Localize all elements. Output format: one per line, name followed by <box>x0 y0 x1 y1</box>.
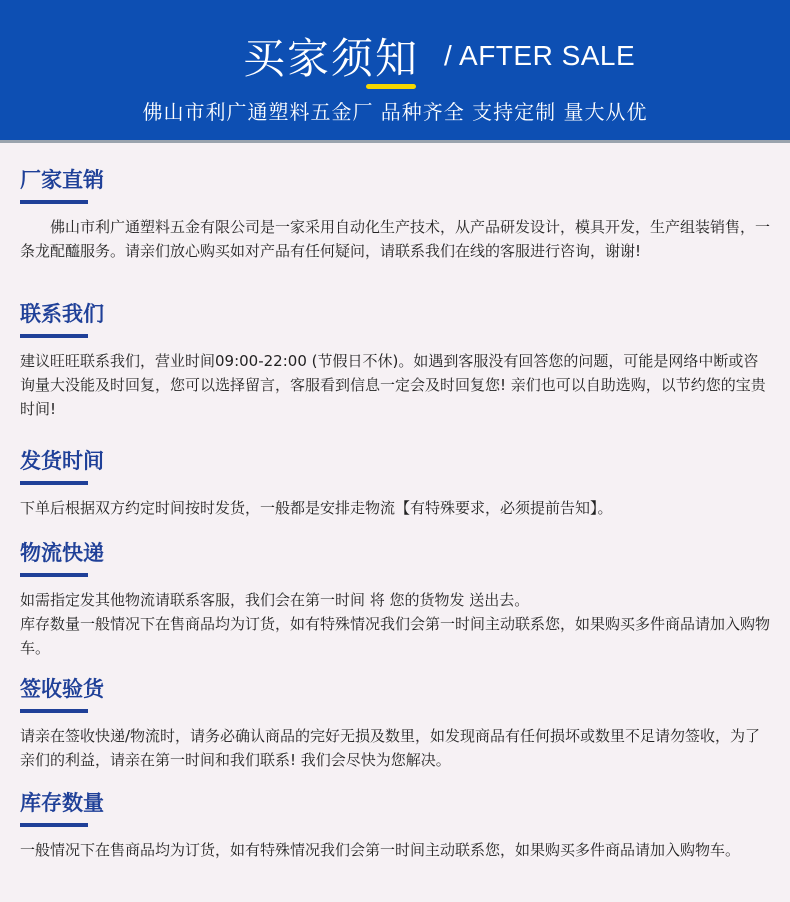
section-body <box>20 215 772 263</box>
section-paragraph: 下单后根据双方约定时间按时发货，一般都是安排走物流【有特殊要求，必须提前告知】。 <box>20 499 613 517</box>
section-title: 物流快递 <box>20 541 104 565</box>
page-title: 买家须知 <box>243 34 420 83</box>
section-underline <box>20 334 88 338</box>
section-body <box>20 724 772 772</box>
section-underline <box>20 573 88 577</box>
section-paragraph: 建议旺旺联系我们，营业时间09:00-22:00 (节假日不休)。如遇到客服没有回答您的问题，可能是网络中断或咨询量大没能及时回复，您可以选择留言，客服看到信息一定会及时回复您! 亲们也可以自助选购，以节约您的宝贵时间! <box>20 352 766 418</box>
section-underline <box>20 200 88 204</box>
section-delivery-time <box>20 447 772 520</box>
section-paragraph: 库存数量一般情况下在售商品均为订货，如有特殊情况我们会第一时间主动联系您，如果购买多件商品请加入购物车。 <box>20 615 771 657</box>
section-body <box>20 838 772 862</box>
section-body <box>20 349 772 421</box>
section-contact-us <box>20 300 772 421</box>
section-body <box>20 496 772 520</box>
section-paragraph: 如需指定发其他物流请联系客服，我们会在第一时间 将 您的货物发 送出去。 <box>20 591 530 609</box>
section-factory-direct <box>20 166 772 263</box>
section-title: 签收验货 <box>20 677 104 701</box>
section-inventory <box>20 789 772 862</box>
section-paragraph: 佛山市利广通塑料五金有限公司是一家采用自动化生产技术，从产品研发设计，模具开发，生产组装销售，一条龙配醯服务。请亲们放心购买如对产品有任何疑问，请联系我们在线的客服进行咨询，谢谢! <box>20 218 771 260</box>
section-title: 厂家直销 <box>20 168 104 192</box>
section-paragraph: 一般情况下在售商品均为订货，如有特殊情况我们会第一时间主动联系您，如果购买多件商品请加入购物车。 <box>20 841 741 859</box>
section-body <box>20 588 772 660</box>
page-subtitle: 佛山市利广通塑料五金厂 品种齐全 支持定制 量大从优 <box>142 100 648 124</box>
section-underline <box>20 709 88 713</box>
section-paragraph: 请亲在签收快递/物流时，请务必确认商品的完好无损及数里，如发现商品有任何损坏或数里不足请勿签收，为了亲们的利益，请亲在第一时间和我们联系! 我们会尽快为您解决。 <box>20 727 761 769</box>
section-title: 发货时间 <box>20 449 104 473</box>
section-logistics <box>20 539 772 660</box>
section-underline <box>20 823 88 827</box>
page-title-en: / AFTER SALE <box>444 40 636 71</box>
section-underline <box>20 481 88 485</box>
section-title: 库存数量 <box>20 791 104 815</box>
header-banner <box>0 0 790 143</box>
section-title: 联系我们 <box>20 302 104 326</box>
title-accent-line <box>366 84 416 89</box>
section-inspection <box>20 675 772 772</box>
